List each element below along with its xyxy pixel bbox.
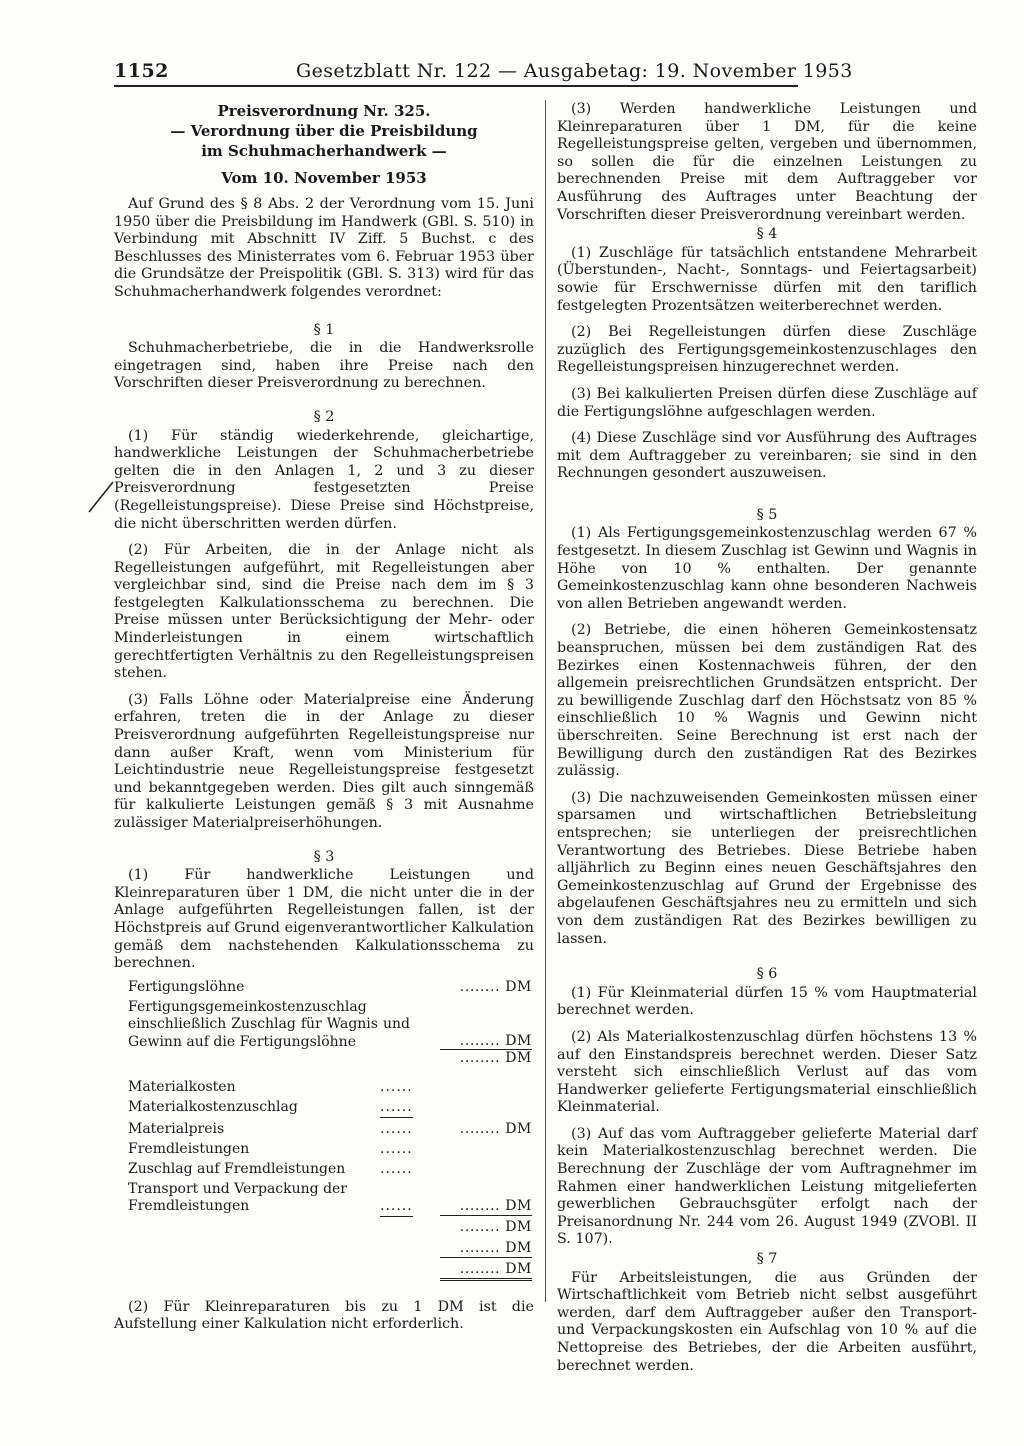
calc-row	[114, 1051, 534, 1075]
calc-amount: ........ DM	[440, 1198, 532, 1217]
section-4-paragraph-3: (3) Bei kalkulierten Preisen dürfen diese Zuschläge auf die Fertigungslöhne aufgeschlagen werden.	[557, 385, 977, 420]
calc-subtotal: ......	[380, 1099, 413, 1119]
calc-amount: ........ DM	[459, 1032, 532, 1049]
calc-row	[114, 1219, 534, 1240]
section-7-heading: § 7	[756, 1251, 778, 1268]
calc-label: Fertigungsgemeinkostenzuschlag einschließlich Zuschlag für Wagnis und Gewinn auf die Fertigungslöhne	[128, 998, 410, 1050]
calc-label: Transport und Verpackung der Fremdleistungen	[128, 1180, 348, 1215]
decree-subtitle-1: — Verordnung über die Preisbildung	[170, 122, 478, 140]
calc-label: Fremdleistungen	[128, 1140, 250, 1157]
section-3-paragraph-3: (3) Werden handwerkliche Leistungen und Kleinreparaturen über 1 DM, für die keine Regelleistungspreise gelten, vergeben und übernommen, so sollen die für die einzelnen Leistungen zu berechnenden Preise mit dem Auftraggeber vor Ausführung des Auftrages unter Beachtung der Vorschriften dieser Preisverordnung vereinbart werden.	[557, 101, 977, 223]
calc-row	[114, 1141, 534, 1161]
section-6-heading: § 6	[756, 966, 778, 983]
section-6-paragraph-3: (3) Auf das vom Auftraggeber gelieferte Material darf kein Materialkostenzuschlag berechnet werden. Die Berechnung der Zuschläge der vom Auftragnehmer im Rahmen einer handwerklichen Leistung mitgelieferten gewerblichen Gebrauchsgüter erfolgt nach der Preisanordnung Nr. 244 vom 26. August 1949 (ZVOBl. II S. 107).	[557, 1125, 977, 1248]
running-head: Gesetzblatt Nr. 122 — Ausgabetag: 19. November 1953	[296, 60, 853, 82]
calc-row	[114, 1240, 534, 1261]
section-4-paragraph-4: (4) Diese Zuschläge sind vor Ausführung des Auftrages mit dem Auftraggeber zu vereinbaren; sie sind in den Rechnungen gesondert auszuweisen.	[557, 430, 977, 482]
decree-number: Preisverordnung Nr. 325.	[217, 102, 431, 120]
decree-title	[114, 101, 534, 188]
section-6-paragraph-2: (2) Als Materialkostenzuschlag dürfen höchstens 13 % auf den Einstandspreis berechnet werden. Dieser Satz versteht sich einschließlich Verlust auf das vom Handwerker gelieferte Fertigungsmaterial einschließlich Kleinmaterial.	[557, 1028, 977, 1116]
section-6-paragraph-1: (1) Für Kleinmaterial dürfen 15 % vom Hauptmaterial berechnet werden.	[557, 984, 977, 1019]
decree-date: Vom 10. November 1953	[221, 169, 427, 187]
calc-amount: ........ DM	[440, 1240, 532, 1259]
section-1-paragraph: Schuhmacherbetriebe, die in die Handwerksrolle eingetragen sind, haben ihre Preise nach den Vorschriften dieser Preisverordnung zu berechnen.	[114, 340, 534, 392]
section-2-heading: § 2	[313, 408, 335, 425]
section-1-heading: § 1	[313, 321, 335, 338]
column-divider	[545, 100, 546, 1302]
calc-row	[114, 1099, 534, 1119]
calc-row	[114, 999, 534, 1051]
section-5-paragraph-1: (1) Als Fertigungsgemeinkostenzuschlag werden 67 % festgesetzt. In diesem Zuschlag ist Gewinn und Wagnis in Höhe von 10 % enthalten. Der genannte Gemeinkostenzuschlag kann ohne besonderen Nachweis von allen Betrieben angewandt werden.	[557, 525, 977, 612]
calc-subtotal: ......	[380, 1198, 413, 1218]
calc-amount: ........ DM	[459, 1218, 532, 1235]
calc-total: ........ DM	[440, 1261, 532, 1282]
page-number: 1152	[114, 60, 169, 82]
decree-subtitle-2: im Schuhmacherhandwerk —	[201, 142, 447, 160]
calc-label: Materialpreis	[128, 1120, 225, 1137]
calc-amount: ........ DM	[440, 1049, 532, 1068]
section-3-heading: § 3	[313, 848, 335, 865]
section-3-paragraph-1: (1) Für handwerkliche Leistungen und Kleinreparaturen über 1 DM, die nicht unter die in der Anlage aufgeführten Regelleistungen fallen, ist der Höchstpreis auf Grund eigenverantwortlicher Kalkulation gemäß dem nachstehenden Kalkulationsschema zu berechnen.	[114, 867, 534, 972]
calc-row	[114, 1161, 534, 1181]
calc-subtotal: ......	[380, 1140, 413, 1157]
calculation-scheme	[114, 979, 534, 1287]
calc-amount: ........ DM	[459, 978, 532, 995]
calc-label: Materialkostenzuschlag	[128, 1098, 298, 1115]
intro-paragraph: Auf Grund des § 8 Abs. 2 der Verordnung vom 15. Juni 1950 über die Preisbildung im Handwerk (GBl. S. 510) in Verbindung mit Abschnitt IV Ziff. 5 Buchst. c des Beschlusses des Ministerrates vom 6. Februar 1953 über die Grundsätze der Preispolitik (GBl. S. 313) wird für das Schuhmacherhandwerk folgendes verordnet:	[114, 196, 534, 300]
header-rule	[114, 85, 798, 87]
section-7-paragraph-1: Für Arbeitsleistungen, die aus Gründen der Wirtschaftlichkeit vom Betrieb nicht selbst ausgeführt werden, darf dem Auftraggeber außer den Transport- und Verpackungskosten ein Aufschlag von 10 % auf die Nettopreise des Betriebes, der die Arbeiten ausführt, berechnet werden.	[557, 1269, 977, 1374]
calc-label: Fertigungslöhne	[128, 978, 245, 995]
section-2-paragraph-3: (3) Falls Löhne oder Materialpreise eine Änderung erfahren, treten die in der Anlage zu dieser Preisverordnung aufgeführten Regelleistungspreise nur dann außer Kraft, wenn vom Ministerium für Leichtindustrie neue Regelleistungspreise festgesetzt und bekanntgegeben werden. Dies gilt auch sinngemäß für kalkulierte Leistungen gemäß § 3 mit Ausnahme zulässiger Materialpreiserhöhungen.	[114, 691, 534, 831]
calc-label: Materialkosten	[128, 1078, 236, 1095]
section-4-heading: § 4	[756, 226, 778, 243]
left-column	[114, 101, 534, 1334]
section-5-heading: § 5	[756, 506, 778, 523]
page-header	[114, 60, 853, 86]
section-4-paragraph-1: (1) Zuschläge für tatsächlich entstandene Mehrarbeit (Überstunden-, Nacht-, Sonntags- und Feiertagsarbeit) sowie für Erschwernisse dürfen mit den tariflich festgelegten Prozentsätzen weiterberechnet werden.	[557, 244, 977, 314]
margin-pencil-mark	[86, 480, 116, 514]
calc-row	[114, 979, 534, 999]
section-5-paragraph-3: (3) Die nachzuweisenden Gemeinkosten müssen einer sparsamen und wirtschaftlichen Betriebsleitung entsprechen; sie unterliegen der preisrechtlichen Verantwortung des Betriebes. Diese Betriebe haben alljährlich zu Beginn eines neuen Geschäftsjahres den Gemeinkostenzuschlag auf Grund der Ergebnisse des abgelaufenen Geschäftsjahres neu zu ermitteln und sich von dem zuständigen Rat des Bezirkes bewilligen zu lassen.	[557, 789, 977, 947]
calc-subtotal: ......	[380, 1120, 413, 1137]
calc-row	[114, 1261, 534, 1287]
section-3-paragraph-2: (2) Für Kleinreparaturen bis zu 1 DM ist die Aufstellung einer Kalkulation nicht erforderlich.	[114, 1298, 534, 1333]
calc-subtotal: ......	[380, 1078, 413, 1095]
right-column	[557, 101, 977, 1375]
section-2-paragraph-2: (2) Für Arbeiten, die in der Anlage nicht als Regelleistungen aufgeführt, mit Regelleistungen aber vergleichbar sind, sind die Preise nach dem im § 3 festgelegten Kalkulationsschema zu berechnen. Die Preise müssen unter Berücksichtigung der Mehr- oder Minderleistungen in einem wirtschaftlich gerechtfertigten Verhältnis zu den Regelleistungspreisen stehen.	[114, 542, 534, 682]
calc-row	[114, 1121, 534, 1141]
section-5-paragraph-2: (2) Betriebe, die einen höheren Gemeinkostensatz beanspruchen, müssen bei dem zuständigen Rat des Bezirkes einen Kostennachweis führen, der den allgemein preisrechtlichen Grundsätzen entspricht. Der zu bewilligende Zuschlag darf den Höchstsatz von 85 % einschließlich 10 % Wagnis und Gewinn nicht überschreiten. Seine Berechnung ist erst nach der Bewilligung durch den zuständigen Rat des Bezirkes zulässig.	[557, 622, 977, 780]
calc-label: Zuschlag auf Fremdleistungen	[128, 1160, 346, 1177]
section-2-paragraph-1: (1) Für ständig wiederkehrende, gleichartige, handwerkliche Leistungen der Schuhmacherbetriebe gelten die in den Anlagen 1, 2 und 3 zu dieser Preisverordnung festgesetzten Preise (Regelleistungspreise). Diese Preise sind Höchstpreise, die nicht überschritten werden dürfen.	[114, 427, 534, 532]
calc-subtotal: ......	[380, 1160, 413, 1177]
section-4-paragraph-2: (2) Bei Regelleistungen dürfen diese Zuschläge zuzüglich des Fertigungsgemeinkostenzuschlages den Regelleistungspreisen hinzugerechnet werden.	[557, 324, 977, 376]
calc-row	[114, 1181, 534, 1219]
calc-amount: ........ DM	[459, 1120, 532, 1137]
calc-row	[114, 1079, 534, 1099]
